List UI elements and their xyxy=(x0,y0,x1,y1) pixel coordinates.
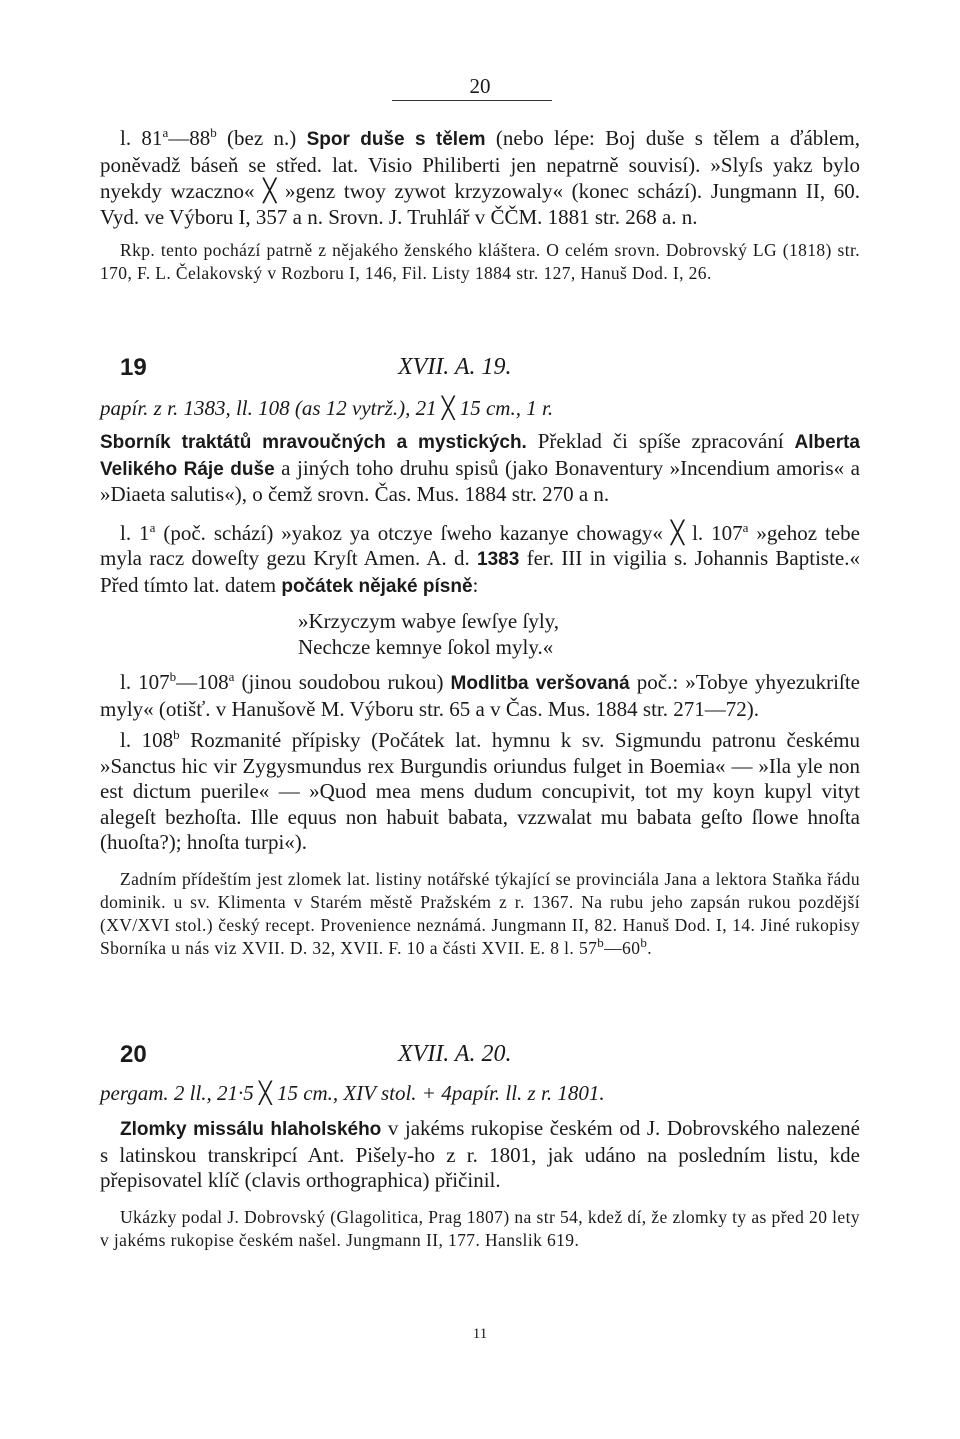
entry20-number: 20 xyxy=(120,1041,147,1068)
title-spor-duse: Spor duše s tělem xyxy=(306,129,486,150)
entry20-signature: XVII. A. 20. xyxy=(398,1041,512,1067)
entry20-physical: pergam. 2 ll., 21·5 ╳ 15 cm., XIV stol. + 4papír. ll. z r. 1801. xyxy=(100,1081,605,1105)
sheet-number: 11 xyxy=(472,1326,488,1342)
entry19-physical: papír. z r. 1383, ll. 108 (as 12 vytrž.), 21 ╳ 15 cm., 1 r. xyxy=(100,396,554,420)
entry19-title: Sborník traktátů mravoučných a mystických. Překlad či spíše zpracování Alberta Velikého Ráje duše a jiných toho druhu spisů (jako Bonaventury »Incendium amoris« a »Diaeta salutis«), o čemž srovn. Čas. Mus. 1884 str. 270 a n. xyxy=(100,429,860,506)
entry19-modlitba: l. 107$^b$—108$^a$ (jinou soudobou rukou) Modlitba veršovaná poč.: »Tobye yhyezukriſte myly« (otišť. v Hanušově M. Výboru str. 65 a v Čas. Mus. 1884 str. 271—72). xyxy=(100,669,860,721)
entry18-continuation xyxy=(100,126,860,285)
entry18-paragraph-spor: l. 81$^a$—88$^b$ (bez n.) Spor duše s tělem (nebo lépe: Boj duše s tělem a ďáblem, poněvadž báseň se střed. lat. Visio Philiberti jen nepatrně souvisí). »Slyſs yakz bylo nyekdy wzaczno« ╳ »genz twoy zywot krzyzowaly« (konec schází). Jungmann II, 60. Vyd. ve Výboru I, 357 a n. Srovn. J. Truhlář v ČČM. 1881 str. 268 a. n. xyxy=(100,125,861,229)
verse-line: Nechcze kemnye ſokol myly.« xyxy=(298,634,554,659)
entry19-note: Zadním přídeštím jest zlomek lat. listiny notářské týkající se provinciála Jana a lektora Staňka řádu dominik. u sv. Klimenta v Starém městě Pražském z r. 1367. Na rubu jeho zapsán rukou pozdější (XV/XVI stol.) český recept. Provenience neznámá. Jungmann II, 82. Hanuš Dod. I, 14. Jiné rukopisy Sborníka u nás viz XVII. D. 32, XVII. F. 10 a části XVII. E. 8 l. 57$^b$—60$^b$. xyxy=(100,868,860,958)
header-rule xyxy=(392,100,552,101)
entry19-text-1383: l. 1$^a$ (poč. schází) »yakoz ya otczye ſweho kazanye chowagy« ╳ l. 107$^a$ »gehoz tebe myla racz doweſty gezu Kryſt Amen. A. d. 1383 fer. III in vigilia s. Johannis Baptiste.« Před tímto lat. datem počátek nějaké písně: xyxy=(100,519,860,597)
entry20-header xyxy=(100,1041,860,1071)
entry20-note: Ukázky podal J. Dobrovský (Glagolitica, Prag 1807) na str 54, kdež dí, že zlomky ty as před 20 lety v jakéms rukopise českém našel. Jungmann II, 177. Hanslik 619. xyxy=(100,1206,860,1250)
cross-mark: ╳ xyxy=(263,178,277,203)
entry19 xyxy=(100,354,860,960)
page-number: 20 xyxy=(469,74,491,98)
entry20-title: Zlomky missálu hlaholského v jakéms rukopise českém od J. Dobrovského nalezené s latinskou transkripcí Ant. Pišely-ho z r. 1801, jak udáno na posledním listu, kde přepisovatel klíč (clavis orthographica) přičinil. xyxy=(100,1116,860,1192)
verse-block xyxy=(298,609,860,660)
entry19-header xyxy=(100,354,860,384)
entry19-signature: XVII. A. 19. xyxy=(398,354,512,380)
verse-line: »Krzyczym wabye ſewſye ſyly, xyxy=(298,609,560,633)
entry18-note: Rkp. tento pochází patrně z nějakého ženského kláštera. O celém srovn. Dobrovský LG (1818) str. 170, F. L. Čelakovský v Rozboru I, 146, Fil. Listy 1884 str. 127, Hanuš Dod. I, 26. xyxy=(100,240,860,283)
entry20 xyxy=(100,1041,860,1252)
entry19-pripisky: l. 108$^b$ Rozmanité přípisky (Počátek lat. hymnu k sv. Sigmundu patronu českému »Sanctus hic vir Zygysmundus rex Burgundis oriundus fulget in Boemia« — »Ila yle non est dictum puerile« — »Quod mea mens dudum concupivit, tot my koyn kupyl vityt alegeſt bezhoſta. Ille equus non habuit babata, vzzwalat mu babata geſto ſlowe hnoſta (huoſta?); hnoſta turpi«). xyxy=(100,727,860,854)
entry19-number: 19 xyxy=(120,354,147,381)
